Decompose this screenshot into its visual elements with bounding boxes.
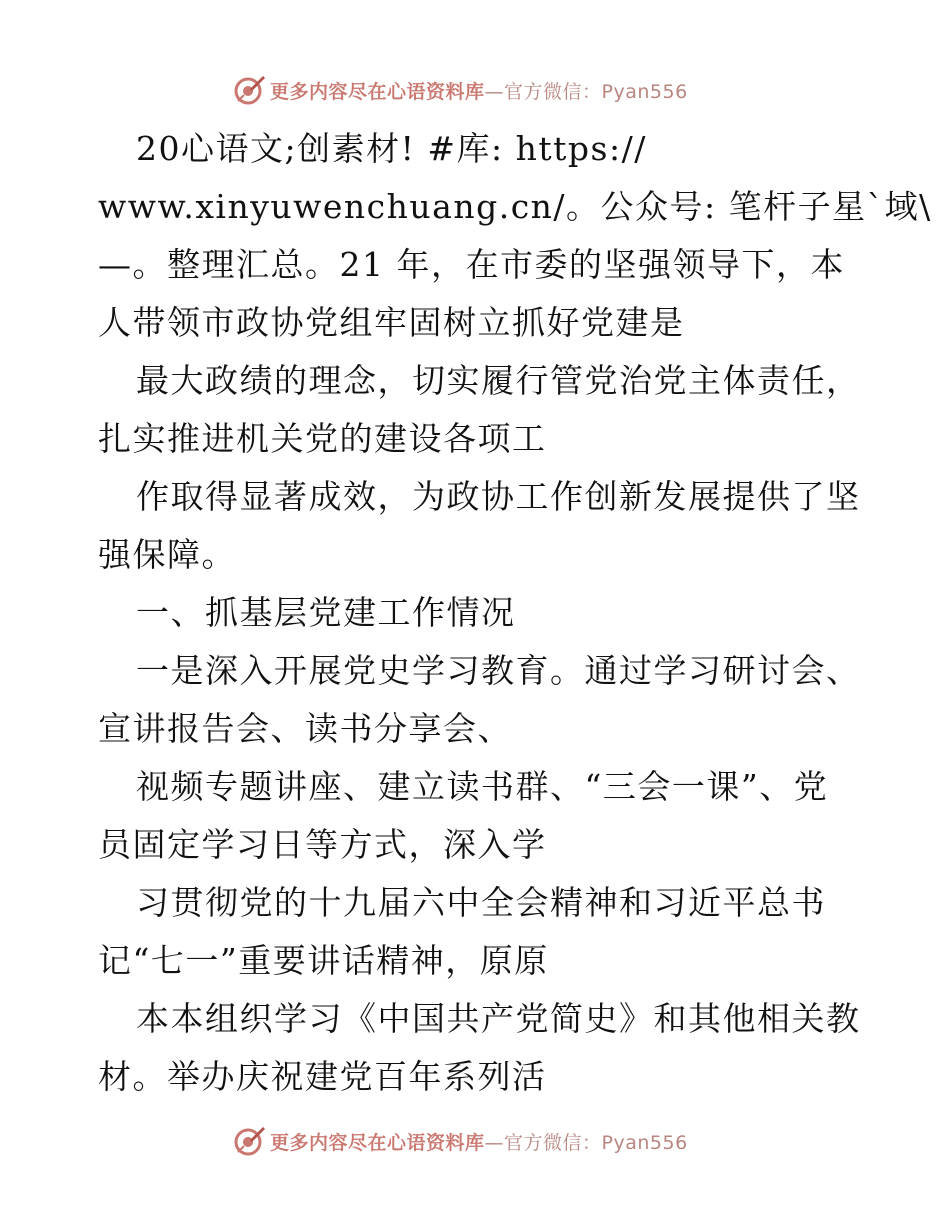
document-body <box>98 120 932 1106</box>
text-line: 材。举办庆祝建党百年系列活 <box>98 1057 547 1096</box>
text-line: 强保障。 <box>98 535 236 574</box>
text-line: www.xinyuwenchuang.cn/。公众号: 笔杆子星`域\ <box>98 187 932 226</box>
text-line: 本本组织学习《中国共产党简史》和其他相关教 <box>136 999 861 1038</box>
text-line: 视频专题讲座、建立读书群、“三会一课”、党 <box>136 767 829 806</box>
banner-lead-text: 更多内容尽在心语资料库 <box>270 80 485 103</box>
text-line: 记“七一”重要讲话精神，原原 <box>98 941 549 980</box>
text-line: 习贯彻党的十九届六中全会精神和习近平总书 <box>136 883 826 922</box>
text-line: 最大政绩的理念，切实履行管党治党主体责任， <box>136 361 861 400</box>
text-line: 作取得显著成效，为政协工作创新发展提供了坚 <box>136 477 861 516</box>
text-line: 扎实推进机关党的建设各项工 <box>98 419 547 458</box>
banner-lead-text: 更多内容尽在心语资料库 <box>270 1131 485 1154</box>
text-line: 一、抓基层党建工作情况 <box>136 593 516 632</box>
quill-logo-icon <box>232 1124 266 1158</box>
text-line: 一是深入开展党史学习教育。通过学习研讨会、 <box>136 651 861 690</box>
footer-watermark <box>232 1121 752 1161</box>
header-watermark <box>232 70 752 110</box>
banner-tail-text: —官方微信：Pyan556 <box>484 80 688 103</box>
text-line: 宣讲报告会、读书分享会、 <box>98 709 512 748</box>
banner-tail-text: —官方微信：Pyan556 <box>484 1131 688 1154</box>
text-line: —。整理汇总。21 年，在市委的坚强领导下，本 <box>98 245 845 284</box>
quill-logo-icon <box>232 73 266 107</box>
text-line: 人带领市政协党组牢固树立抓好党建是 <box>98 303 685 342</box>
text-line: 20心语文;创素材! #库: https:// <box>136 129 647 168</box>
text-line: 员固定学习日等方式，深入学 <box>98 825 547 864</box>
